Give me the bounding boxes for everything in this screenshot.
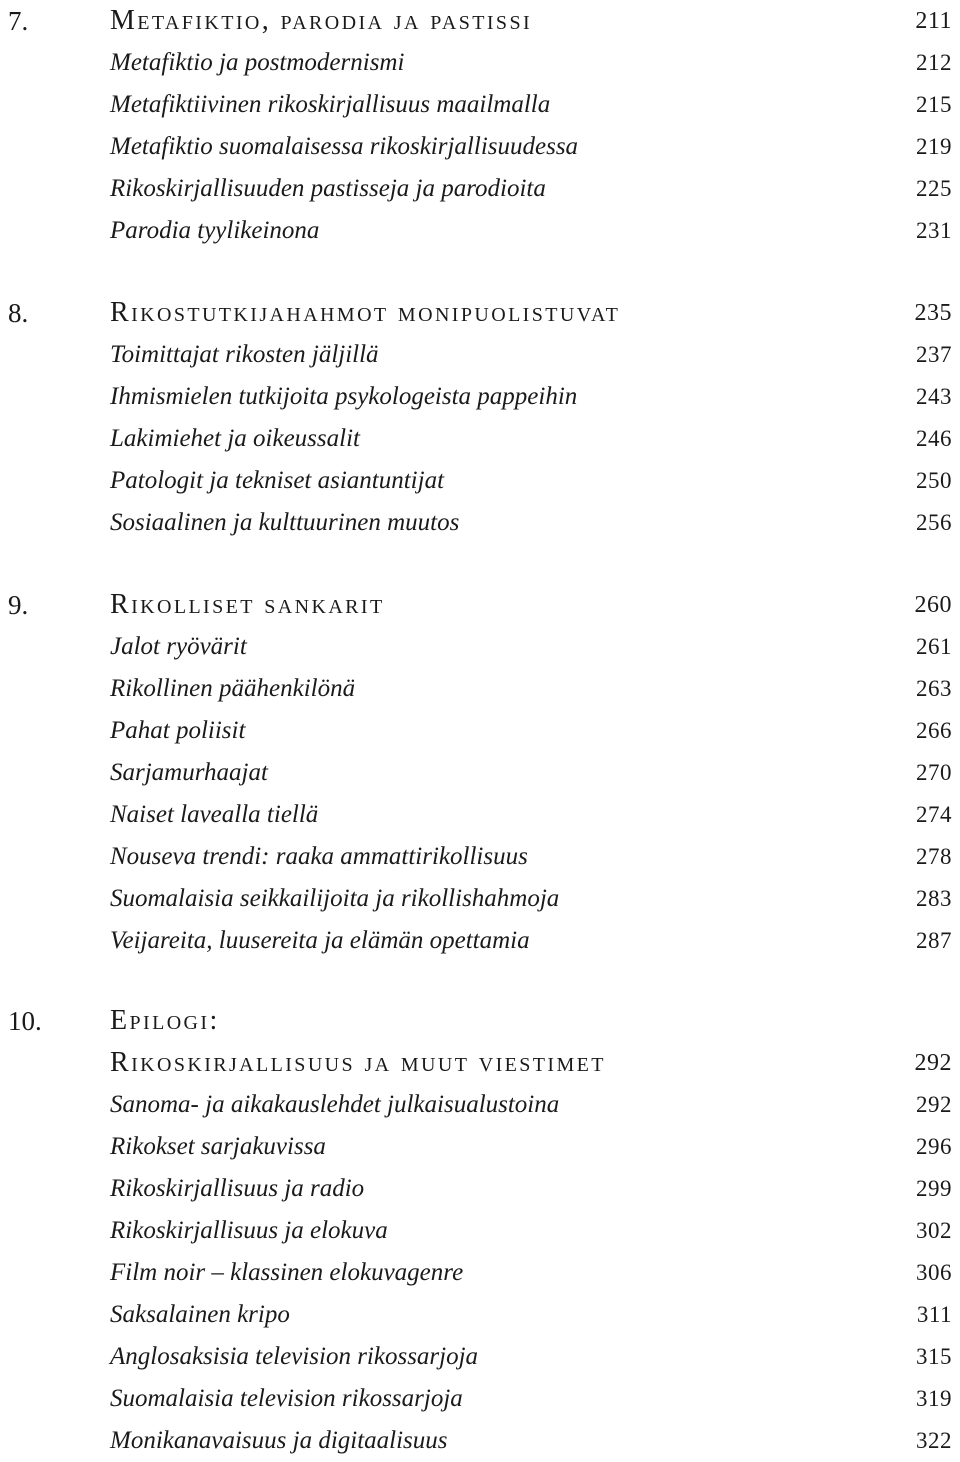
toc-entry[interactable]	[0, 1084, 960, 1126]
toc-entry-page-number: 212	[916, 50, 952, 75]
toc-entry-title: Nouseva trendi: raaka ammattirikollisuus	[110, 843, 528, 870]
chapter-title: Rikoskirjallisuus ja muut viestimet	[110, 1047, 606, 1078]
toc-entry-title: Saksalainen kripo	[110, 1301, 290, 1328]
toc-entry[interactable]	[0, 794, 960, 836]
chapter-heading-row[interactable]	[0, 292, 960, 334]
toc-entry-title: Veijareita, luusereita ja elämän opettamia	[110, 927, 530, 954]
toc-entry-page-number: 287	[916, 928, 952, 953]
toc-entry-page-number: 278	[916, 844, 952, 869]
chapter-title: Rikolliset sankarit	[110, 589, 385, 620]
chapter-number: 7.	[8, 6, 29, 36]
toc-entry-page-number: 250	[916, 468, 952, 493]
toc-entry-page-number: 306	[916, 1260, 952, 1285]
chapter-title: Rikostutkijahahmot monipuolistuvat	[110, 297, 621, 328]
toc-entry-title: Rikoskirjallisuus ja radio	[110, 1175, 365, 1202]
toc-chapter	[0, 1000, 960, 1462]
toc-entry-page-number: 266	[916, 718, 952, 743]
toc-entry[interactable]	[0, 502, 960, 544]
toc-entry[interactable]	[0, 84, 960, 126]
toc-entry[interactable]	[0, 626, 960, 668]
toc-entry-page-number: 302	[916, 1218, 952, 1243]
toc-entry-page-number: 299	[916, 1176, 952, 1201]
toc-entry[interactable]	[0, 920, 960, 962]
chapter-heading-row[interactable]	[0, 1000, 960, 1042]
toc-entry[interactable]	[0, 168, 960, 210]
toc-entry-page-number: 219	[916, 134, 952, 159]
toc-entry[interactable]	[0, 710, 960, 752]
toc-entry-title: Toimittajat rikosten jäljillä	[110, 341, 379, 368]
toc-entry-title: Ihmismielen tutkijoita psykologeista pappeihin	[110, 383, 578, 410]
chapter-heading-row[interactable]	[0, 584, 960, 626]
chapter-number: 8.	[8, 298, 29, 328]
toc-entry-title: Anglosaksisia television rikossarjoja	[110, 1343, 479, 1370]
toc-entry-page-number: 270	[916, 760, 952, 785]
toc-entry[interactable]	[0, 1210, 960, 1252]
chapter-heading-row[interactable]	[0, 0, 960, 42]
toc-entry[interactable]	[0, 376, 960, 418]
toc-entry[interactable]	[0, 752, 960, 794]
toc-entry-title: Sosiaalinen ja kulttuurinen muutos	[110, 509, 460, 536]
toc-entry-title: Rikokset sarjakuvissa	[110, 1133, 326, 1160]
toc-entry-page-number: 231	[916, 218, 952, 243]
toc-entry-page-number: 256	[916, 510, 952, 535]
toc-entry-page-number: 215	[916, 92, 952, 117]
chapter-page-number: 260	[914, 592, 952, 618]
toc-entry[interactable]	[0, 126, 960, 168]
toc-entry-title: Jalot ryövärit	[110, 633, 247, 660]
chapter-number: 9.	[8, 590, 29, 620]
toc-entry-title: Pahat poliisit	[110, 717, 246, 744]
toc-chapter	[0, 0, 960, 252]
toc-entry-title: Metafiktio ja postmodernismi	[110, 49, 405, 76]
toc-entry-page-number: 319	[916, 1386, 952, 1411]
chapter-page-number: 235	[914, 300, 952, 326]
toc-entry[interactable]	[0, 668, 960, 710]
toc-entry[interactable]	[0, 210, 960, 252]
toc-entry-title: Metafiktio suomalaisessa rikoskirjallisuudessa	[110, 133, 579, 160]
toc-entry-page-number: 274	[916, 802, 952, 827]
chapter-number: 10.	[8, 1006, 42, 1036]
toc-entry[interactable]	[0, 836, 960, 878]
toc-entry-page-number: 246	[916, 426, 952, 451]
toc-entry-title: Rikollinen päähenkilönä	[110, 675, 356, 702]
toc-entry-page-number: 263	[916, 676, 952, 701]
toc-entry-title: Rikoskirjallisuuden pastisseja ja parodioita	[110, 175, 546, 202]
toc-entry-title: Parodia tyylikeinona	[110, 217, 320, 244]
toc-chapter	[0, 584, 960, 962]
toc-chapter	[0, 292, 960, 544]
toc-entry[interactable]	[0, 1420, 960, 1462]
toc-entry-page-number: 311	[916, 1302, 952, 1327]
chapter-title: Metafiktio, parodia ja pastissi	[110, 5, 533, 36]
toc-entry-page-number: 296	[916, 1134, 952, 1159]
toc-entry[interactable]	[0, 1252, 960, 1294]
toc-entry[interactable]	[0, 334, 960, 376]
toc-entry[interactable]	[0, 1336, 960, 1378]
toc-entry-title: Naiset lavealla tiellä	[110, 801, 319, 828]
toc-entry-page-number: 322	[916, 1428, 952, 1453]
toc-entry-page-number: 237	[916, 342, 952, 367]
toc-entry-page-number: 261	[916, 634, 952, 659]
toc-entry[interactable]	[0, 878, 960, 920]
toc-entry-title: Film noir – klassinen elokuvagenre	[110, 1259, 464, 1286]
chapter-page-number: 292	[914, 1050, 952, 1076]
toc-entry-title: Monikanavaisuus ja digitaalisuus	[110, 1427, 448, 1454]
toc-entry[interactable]	[0, 1168, 960, 1210]
toc-entry-title: Patologit ja tekniset asiantuntijat	[110, 467, 445, 494]
toc-entry-page-number: 283	[916, 886, 952, 911]
toc-entry[interactable]	[0, 460, 960, 502]
toc-entry-page-number: 243	[916, 384, 952, 409]
chapter-title: Epilogi:	[110, 1005, 220, 1036]
toc-entry-title: Sarjamurhaajat	[110, 759, 268, 786]
toc-entry-title: Lakimiehet ja oikeussalit	[110, 425, 360, 452]
toc-entry-title: Suomalaisia seikkailijoita ja rikollishahmoja	[110, 885, 560, 912]
toc-entry[interactable]	[0, 1294, 960, 1336]
toc-entry[interactable]	[0, 1126, 960, 1168]
toc-entry-title: Metafiktiivinen rikoskirjallisuus maailmalla	[110, 91, 551, 118]
toc-entry[interactable]	[0, 42, 960, 84]
toc-entry-title: Rikoskirjallisuus ja elokuva	[110, 1217, 388, 1244]
toc-entry-page-number: 292	[916, 1092, 952, 1117]
toc-entry-title: Suomalaisia television rikossarjoja	[110, 1385, 463, 1412]
toc-entry-page-number: 225	[916, 176, 952, 201]
chapter-page-number: 211	[915, 8, 952, 34]
toc-entry-page-number: 315	[916, 1344, 952, 1369]
toc-entry[interactable]	[0, 1378, 960, 1420]
toc-entry-title: Sanoma- ja aikakauslehdet julkaisualustoina	[110, 1091, 560, 1118]
toc-entry[interactable]	[0, 418, 960, 460]
chapter-heading-row[interactable]	[0, 1042, 960, 1084]
